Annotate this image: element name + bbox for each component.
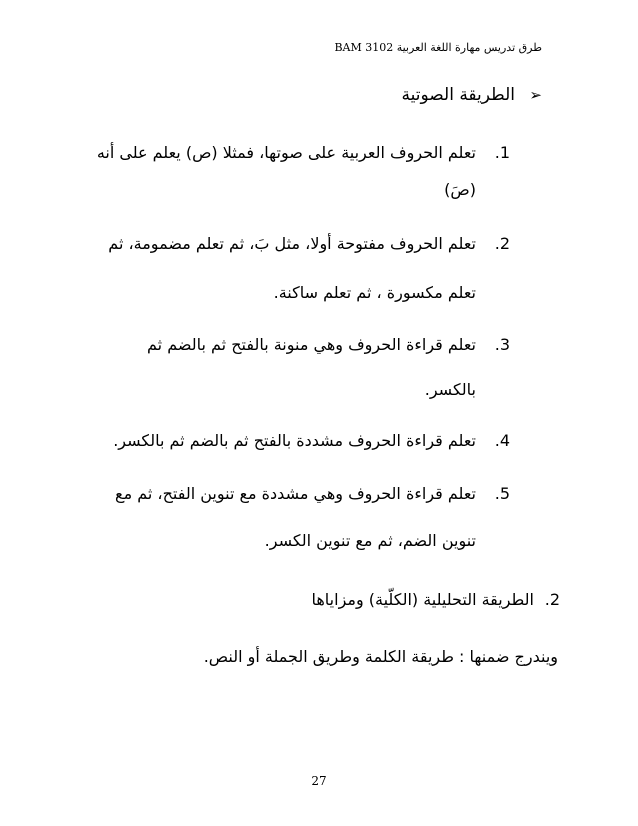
list-item-3-number: 3. [494, 335, 510, 354]
section2-number: 2. [544, 590, 560, 609]
list-item-4-line1: تعلم قراءة الحروف مشددة بالفتح ثم بالضم ثم بالكسر. [113, 431, 476, 450]
list-item-1-line1: تعلم الحروف العربية على صوتها، فمثلا (ص) يعلم على أنه [96, 143, 476, 162]
list-item-5-line2: تنوين الضم، ثم مع تنوين الكسر. [264, 531, 476, 550]
page-header: طرق تدريس مهارة اللغة العربية BAM 3102 [334, 41, 542, 54]
list-item-3-line1: تعلم قراءة الحروف وهي منونة بالفتح ثم بالضم ثم [147, 335, 476, 354]
list-item-2-line2: تعلم مكسورة ، ثم تعلم ساكنة. [273, 283, 476, 302]
page-number: 27 [311, 774, 327, 788]
section-title: الطريقة الصوتية [401, 85, 515, 105]
list-item-4-number: 4. [494, 431, 510, 450]
list-item-1-number: 1. [494, 143, 510, 162]
list-item-2-line1: تعلم الحروف مفتوحة أولا، مثل بَ، ثم تعلم مضمومة، ثم [108, 234, 476, 253]
list-item-5-line1: تعلم قراءة الحروف وهي مشددة مع تنوين الفتح، ثم مع [115, 484, 476, 503]
section2-title: الطريقة التحليلية (الكلّية) ومزاياها [311, 590, 534, 609]
arrow-bullet-icon: ➢ [529, 86, 542, 104]
list-item-3-line2: بالكسر. [424, 380, 476, 399]
paragraph-text: ويندرج ضمنها : طريقة الكلمة وطريق الجملة أو النص. [203, 647, 558, 666]
list-item-2-number: 2. [494, 234, 510, 253]
list-item-5-number: 5. [494, 484, 510, 503]
list-item-1-line2: (صَ) [444, 180, 476, 199]
